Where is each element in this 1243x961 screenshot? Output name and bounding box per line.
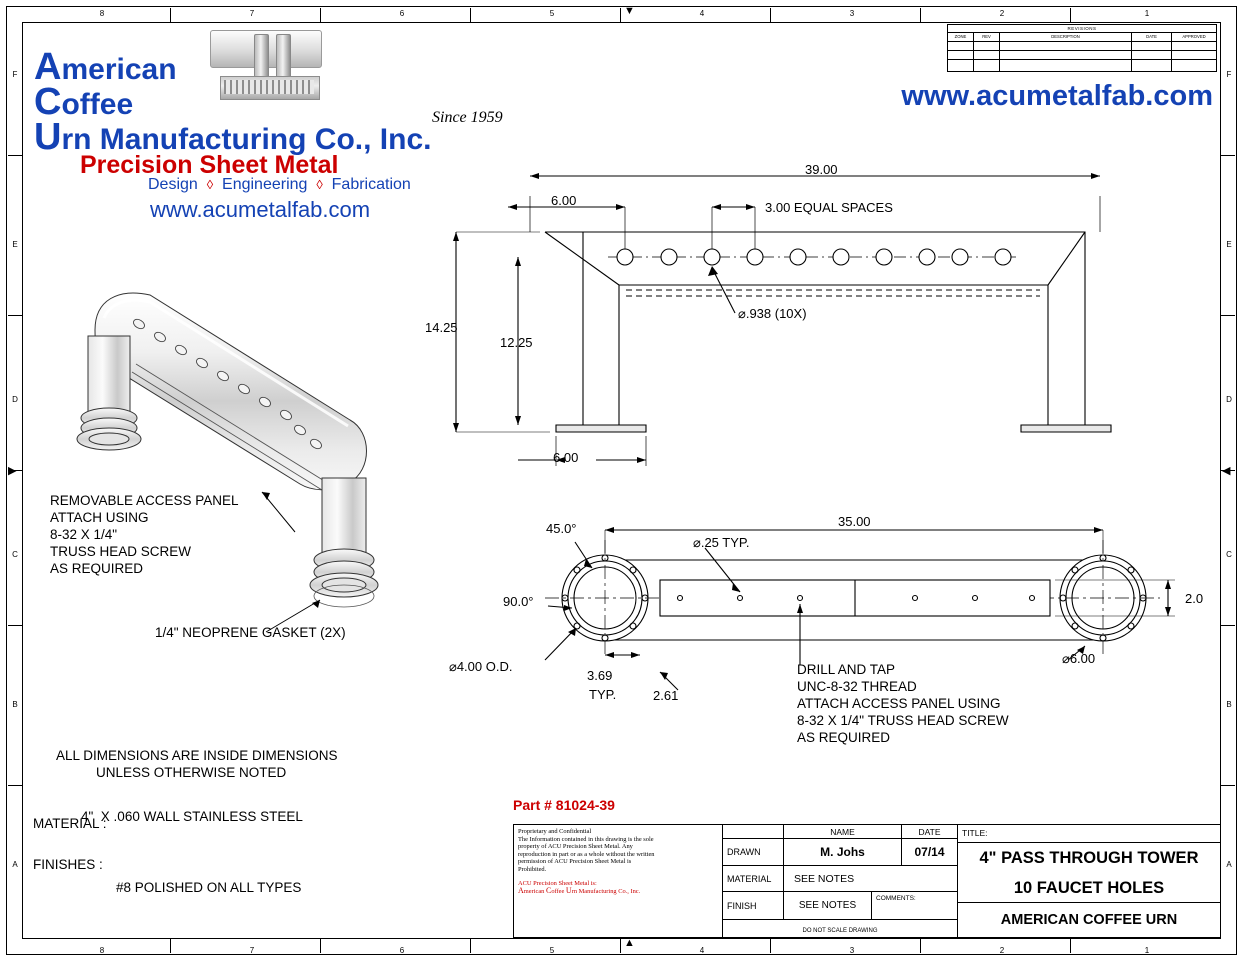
title-label: TITLE: bbox=[958, 825, 1220, 843]
zone-left-e: E bbox=[12, 240, 18, 249]
value-material: 4" X .060 WALL STAINLESS STEEL bbox=[81, 809, 303, 824]
logo-url[interactable]: www.acumetalfab.com bbox=[150, 197, 371, 222]
zone-right-d: D bbox=[1226, 395, 1232, 404]
zone-right-e: E bbox=[1226, 240, 1232, 249]
logo-line-coffee: Coffee bbox=[34, 81, 134, 123]
zone-top-2: 2 bbox=[999, 9, 1005, 18]
dim-angle-45: 45.0° bbox=[546, 521, 577, 536]
note-access-panel-1: REMOVABLE ACCESS PANEL bbox=[50, 493, 239, 508]
proprietary-line-4: reproduction in part or as a whole without the written bbox=[518, 850, 655, 858]
center-mark-top: ▼ bbox=[624, 5, 635, 17]
proprietary-red-1: ACU Precision Sheet Metal is: bbox=[518, 879, 597, 887]
zone-bottom-4: 4 bbox=[699, 946, 705, 955]
note-drill-tap-3: ATTACH ACCESS PANEL USING bbox=[797, 696, 1001, 711]
rev-col-approved: APPROVED bbox=[1182, 34, 1206, 39]
drawn-date: 07/14 bbox=[902, 839, 958, 866]
zone-left-b: B bbox=[12, 700, 18, 709]
zone-right-f: F bbox=[1226, 70, 1232, 79]
rev-col-description: DESCRIPTION bbox=[1000, 32, 1132, 41]
zone-left-f: F bbox=[12, 70, 18, 79]
zone-top-6: 6 bbox=[399, 9, 405, 18]
note-drill-tap-4: 8-32 X 1/4" TRUSS HEAD SCREW bbox=[797, 713, 1009, 728]
logo-services: Design ◊ Engineering ◊ Fabrication bbox=[148, 176, 411, 193]
header-website-url[interactable]: www.acumetalfab.com bbox=[901, 80, 1213, 112]
zone-bottom-3: 3 bbox=[849, 946, 855, 955]
dim-261: 2.61 bbox=[653, 688, 679, 703]
zone-top-4: 4 bbox=[699, 9, 705, 18]
zone-right-b: B bbox=[1226, 700, 1232, 709]
rev-col-rev: REV bbox=[974, 32, 1000, 41]
note-access-panel-5: AS REQUIRED bbox=[50, 561, 144, 576]
note-drill-tap-5: AS REQUIRED bbox=[797, 730, 891, 745]
logo-since: Since 1959 bbox=[432, 109, 503, 126]
zone-bottom-6: 6 bbox=[399, 946, 405, 955]
note-access-panel-2: ATTACH USING bbox=[50, 510, 149, 525]
label-material: MATERIAL : bbox=[33, 816, 107, 831]
center-mark-left: ▶ bbox=[8, 465, 17, 477]
dim-inner-height: 12.25 bbox=[500, 335, 533, 350]
callout-screw-dia: ⌀.25 TYP. bbox=[693, 535, 750, 550]
logo-tagline: Precision Sheet Metal bbox=[80, 151, 339, 179]
center-mark-bottom: ▲ bbox=[624, 937, 635, 949]
zone-left-a: A bbox=[12, 860, 18, 869]
zone-right-c: C bbox=[1226, 550, 1232, 559]
zone-top-3: 3 bbox=[849, 9, 855, 18]
dim-flange-od: ⌀4.00 O.D. bbox=[449, 659, 513, 674]
value-finishes: #8 POLISHED ON ALL TYPES bbox=[116, 880, 302, 895]
zone-top-8: 8 bbox=[99, 9, 105, 18]
zone-bottom-1: 1 bbox=[1144, 946, 1150, 955]
note-drill-tap-2: UNC-8-32 THREAD bbox=[797, 679, 917, 694]
title-line-3: AMERICAN COFFEE URN bbox=[1000, 912, 1178, 928]
row-label-material: MATERIAL bbox=[723, 866, 784, 892]
title-line-1: 4" PASS THROUGH TOWER bbox=[979, 849, 1199, 867]
rev-col-zone: ZONE bbox=[948, 32, 974, 41]
part-number: Part # 81024-39 bbox=[513, 797, 615, 813]
dim-top-length: 35.00 bbox=[838, 514, 871, 529]
revision-table-header: REVISIONS bbox=[948, 25, 1216, 33]
dim-overall-height: 14.25 bbox=[425, 320, 458, 335]
drawn-name: M. Johs bbox=[784, 839, 902, 866]
col-header-name: NAME bbox=[784, 825, 902, 839]
dim-end-offset: 6.00 bbox=[551, 193, 577, 208]
zone-bottom-5: 5 bbox=[549, 946, 555, 955]
dim-angle-90: 90.0° bbox=[503, 594, 534, 609]
label-finishes: FINISHES : bbox=[33, 857, 103, 872]
dim-panel-width: 2.0 bbox=[1185, 591, 1204, 606]
zone-right-a: A bbox=[1226, 860, 1232, 869]
title-block bbox=[513, 824, 1221, 938]
proprietary-line-1: Proprietary and Confidential bbox=[518, 828, 592, 835]
finish-value: SEE NOTES bbox=[784, 892, 872, 920]
proprietary-line-2: The Information contained in this drawing is the sole bbox=[518, 835, 654, 843]
proprietary-line-6: Prohibited. bbox=[518, 865, 547, 873]
row-label-finish: FINISH bbox=[723, 892, 784, 920]
zone-left-d: D bbox=[12, 395, 18, 404]
dim-typ-369: 3.69 bbox=[587, 668, 613, 683]
row-label-drawn: DRAWN bbox=[723, 839, 784, 866]
center-mark-right: ◀ bbox=[1222, 465, 1231, 477]
note-general-2: UNLESS OTHERWISE NOTED bbox=[96, 765, 287, 780]
dim-overall-width: 39.00 bbox=[805, 162, 838, 177]
logo-line-american: American bbox=[34, 46, 177, 88]
rev-col-date: DATE bbox=[1132, 32, 1172, 41]
do-not-scale-note: DO NOT SCALE DRAWING bbox=[723, 920, 958, 937]
zone-top-1: 1 bbox=[1144, 9, 1150, 18]
zone-left-c: C bbox=[12, 550, 18, 559]
material-value: SEE NOTES bbox=[784, 866, 958, 892]
dim-base-width: 6.00 bbox=[553, 450, 579, 465]
proprietary-red-2: American Coffee Urn Manufacturing Co., Inc. bbox=[518, 886, 641, 896]
note-access-panel-4: TRUSS HEAD SCREW bbox=[50, 544, 192, 559]
zone-bottom-8: 8 bbox=[99, 946, 105, 955]
dim-hub-dia: ⌀6.00 bbox=[1062, 651, 1096, 666]
callout-faucet-holes: ⌀.938 (10X) bbox=[738, 306, 807, 321]
title-line-2: 10 FAUCET HOLES bbox=[958, 873, 1220, 903]
zone-top-5: 5 bbox=[549, 9, 555, 18]
proprietary-line-3: property of ACU Precision Sheet Metal. Any bbox=[518, 843, 633, 851]
zone-bottom-7: 7 bbox=[249, 946, 255, 955]
dim-equal-spaces: 3.00 EQUAL SPACES bbox=[765, 200, 893, 215]
note-drill-tap-1: DRILL AND TAP bbox=[797, 662, 896, 677]
diamond-icon: ◊ bbox=[206, 177, 214, 192]
diamond-icon: ◊ bbox=[316, 177, 323, 192]
note-gasket: 1/4" NEOPRENE GASKET (2X) bbox=[155, 625, 346, 640]
zone-bottom-2: 2 bbox=[999, 946, 1005, 955]
zone-top-7: 7 bbox=[249, 9, 255, 18]
proprietary-line-5: permission of ACU Precision Sheet Metal is bbox=[518, 858, 632, 866]
note-general-1: ALL DIMENSIONS ARE INSIDE DIMENSIONS bbox=[56, 748, 338, 763]
logo-line-urn: Urn Manufacturing Co., Inc. bbox=[34, 116, 432, 158]
dim-typ-label: TYP. bbox=[589, 687, 617, 702]
note-access-panel-3: 8-32 X 1/4" bbox=[50, 527, 118, 542]
comments-label: COMMENTS: bbox=[872, 892, 958, 920]
proprietary-box bbox=[514, 825, 723, 937]
col-header-date: DATE bbox=[902, 825, 958, 839]
